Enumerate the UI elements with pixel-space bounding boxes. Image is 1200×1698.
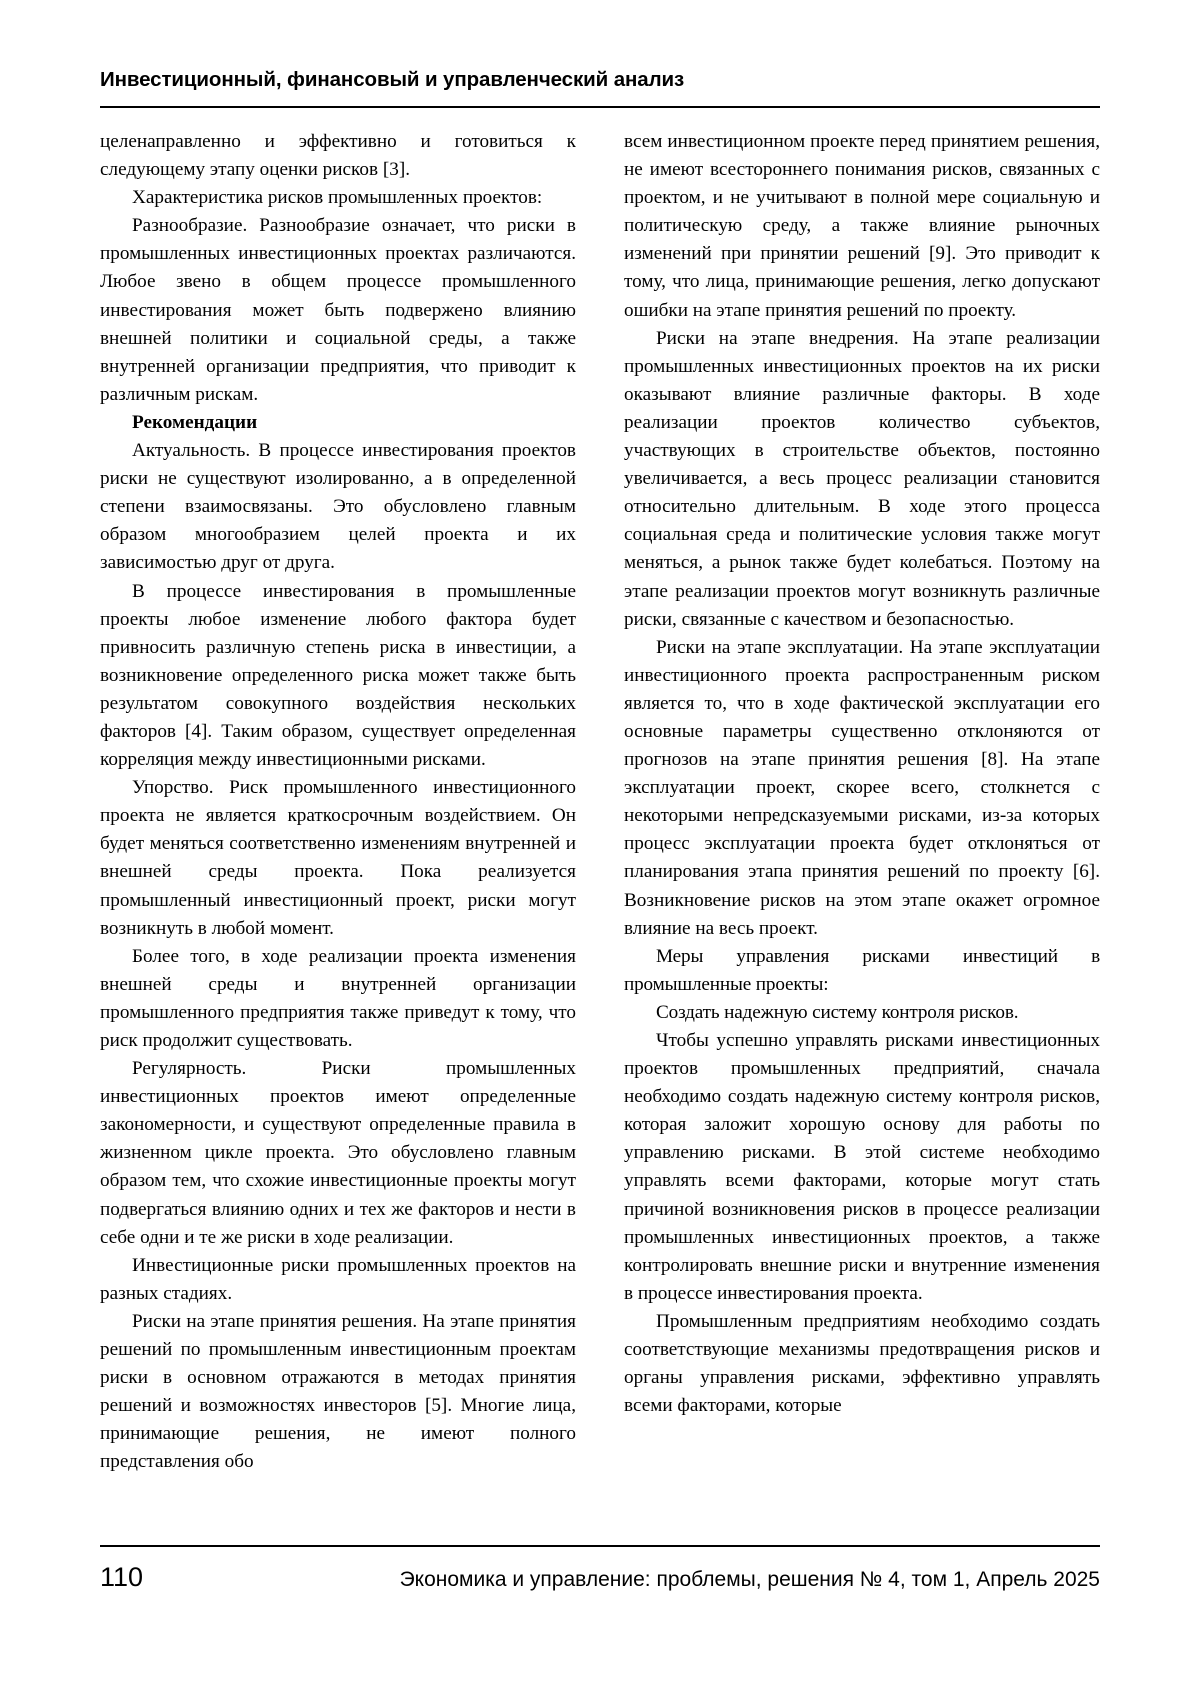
paragraph: целенаправленно и эффективно и готовиться к следующему этапу оценки рисков [3].	[100, 131, 576, 181]
paragraph: Регулярность. Риски промышленных инвестиционных проектов имеют определенные закономерности, и существуют определенные правила в жизненном цикле проекта. Это обусловлено главным образом тем, что схожие инвестиционные проекты могут подвергаться влиянию одних и тех же факторов и нести в себе одни и те же риски в ходе реализации.	[100, 1058, 576, 1248]
page-footer	[100, 1562, 1100, 1593]
paragraph: Разнообразие. Разнообразие означает, что риски в промышленных инвестиционных проектах различаются. Любое звено в общем процессе промышленного инвестирования может быть подвержено влиянию внешней политики и социальной среды, а также внутренней организации предприятия, что приводит к различным рискам.	[100, 215, 576, 405]
paragraph: Риски на этапе эксплуатации. На этапе эксплуатации инвестиционного проекта распространенным риском является то, что в ходе фактической эксплуатации его основные параметры существенно отклоняются от прогнозов на этапе принятия решения [8]. На этапе эксплуатации проект, скорее всего, столкнется с некоторыми непредсказуемыми рисками, из-за которых процесс эксплуатации проекта будет отклоняться от планирования этапа принятия решений по проекту [6]. Возникновение рисков на этом этапе окажет огромное влияние на весь проект.	[624, 636, 1100, 939]
journal-reference: Экономика и управление: проблемы, решения № 4, том 1, Апрель 2025	[399, 1568, 1100, 1591]
paragraph: Меры управления рисками инвестиций в промышленные проекты:	[624, 945, 1100, 995]
header-divider	[100, 106, 1100, 108]
paragraph: Более того, в ходе реализации проекта изменения внешней среды и внутренней организации промышленного предприятия также приведут к тому, что риск продолжит существовать.	[100, 945, 576, 1051]
page-number: 110	[100, 1562, 144, 1592]
paragraph: Упорство. Риск промышленного инвестиционного проекта не является краткосрочным воздействием. Он будет меняться соответственно изменениям внутренней и внешней среды проекта. Пока реализуется промышленный инвестиционный проект, риски могут возникнуть в любой момент.	[100, 777, 576, 939]
paragraph: Чтобы успешно управлять рисками инвестиционных проектов промышленных предприятий, сначала необходимо создать надежную систему контроля рисков, которая заложит хорошую основу для работы по управлению рисками. В этой системе необходимо управлять всеми факторами, которые могут стать причиной возникновения рисков в процессе реализации промышленных инвестиционных проектов, а также контролировать внешние риски и внутренние изменения в процессе инвестирования проекта.	[624, 1030, 1100, 1304]
paragraph: Создать надежную систему контроля рисков.	[656, 1001, 1019, 1023]
body-columns	[100, 128, 1100, 1477]
column-left	[100, 128, 576, 1477]
paragraph: Риски на этапе внедрения. На этапе реализации промышленных инвестиционных проектов на их риски оказывают влияние различные факторы. В ходе реализации проектов количество субъектов, участвующих в строительстве объектов, постоянно увеличивается, а весь процесс реализации становится относительно длительным. В ходе этого процесса социальная среда и политические условия также могут меняться, а рынок также будет колебаться. Поэтому на этапе реализации проектов могут возникнуть различные риски, связанные с качеством и безопасностью.	[624, 327, 1100, 630]
paragraph: всем инвестиционном проекте перед принятием решения, не имеют всестороннего понимания рисков, связанных с проектом, и не учитывают в полной мере социальную и политическую среду, а также влияние рыночных изменений при принятии решений [9]. Это приводит к тому, что лица, принимающие решения, легко допускают ошибки на этапе принятия решений по проекту.	[624, 131, 1100, 321]
paragraph: В процессе инвестирования в промышленные проекты любое изменение любого фактора будет привносить различную степень риска в инвестиции, а возникновение определенного риска может также быть результатом совокупного воздействия нескольких факторов [4]. Таким образом, существует определенная корреляция между инвестиционными рисками.	[100, 580, 576, 771]
running-head: Инвестиционный, финансовый и управленческий анализ	[100, 68, 685, 91]
paragraph: Риски на этапе принятия решения. На этапе принятия решений по промышленным инвестиционным проектам риски в основном отражаются в методах принятия решений и возможностях инвесторов [5]. Многие лица, принимающие решения, не имеют полного представления обо	[100, 1310, 576, 1473]
paragraph: Актуальность. В процессе инвестирования проектов риски не существуют изолированно, а в определенной степени взаимосвязаны. Это обусловлено главным образом многообразием целей проекта и их зависимостью друг от друга.	[100, 440, 576, 574]
column-right	[624, 128, 1100, 1477]
paragraph: Промышленным предприятиям необходимо создать соответствующие механизмы предотвращения рисков и органы управления рисками, эффективно управлять всеми факторами, которые	[624, 1310, 1100, 1417]
paragraph: Характеристика рисков промышленных проектов:	[132, 187, 543, 209]
footer-divider	[100, 1545, 1100, 1547]
paragraph: Инвестиционные риски промышленных проектов на разных стадиях.	[100, 1254, 576, 1304]
subheading: Рекомендации	[132, 411, 258, 433]
